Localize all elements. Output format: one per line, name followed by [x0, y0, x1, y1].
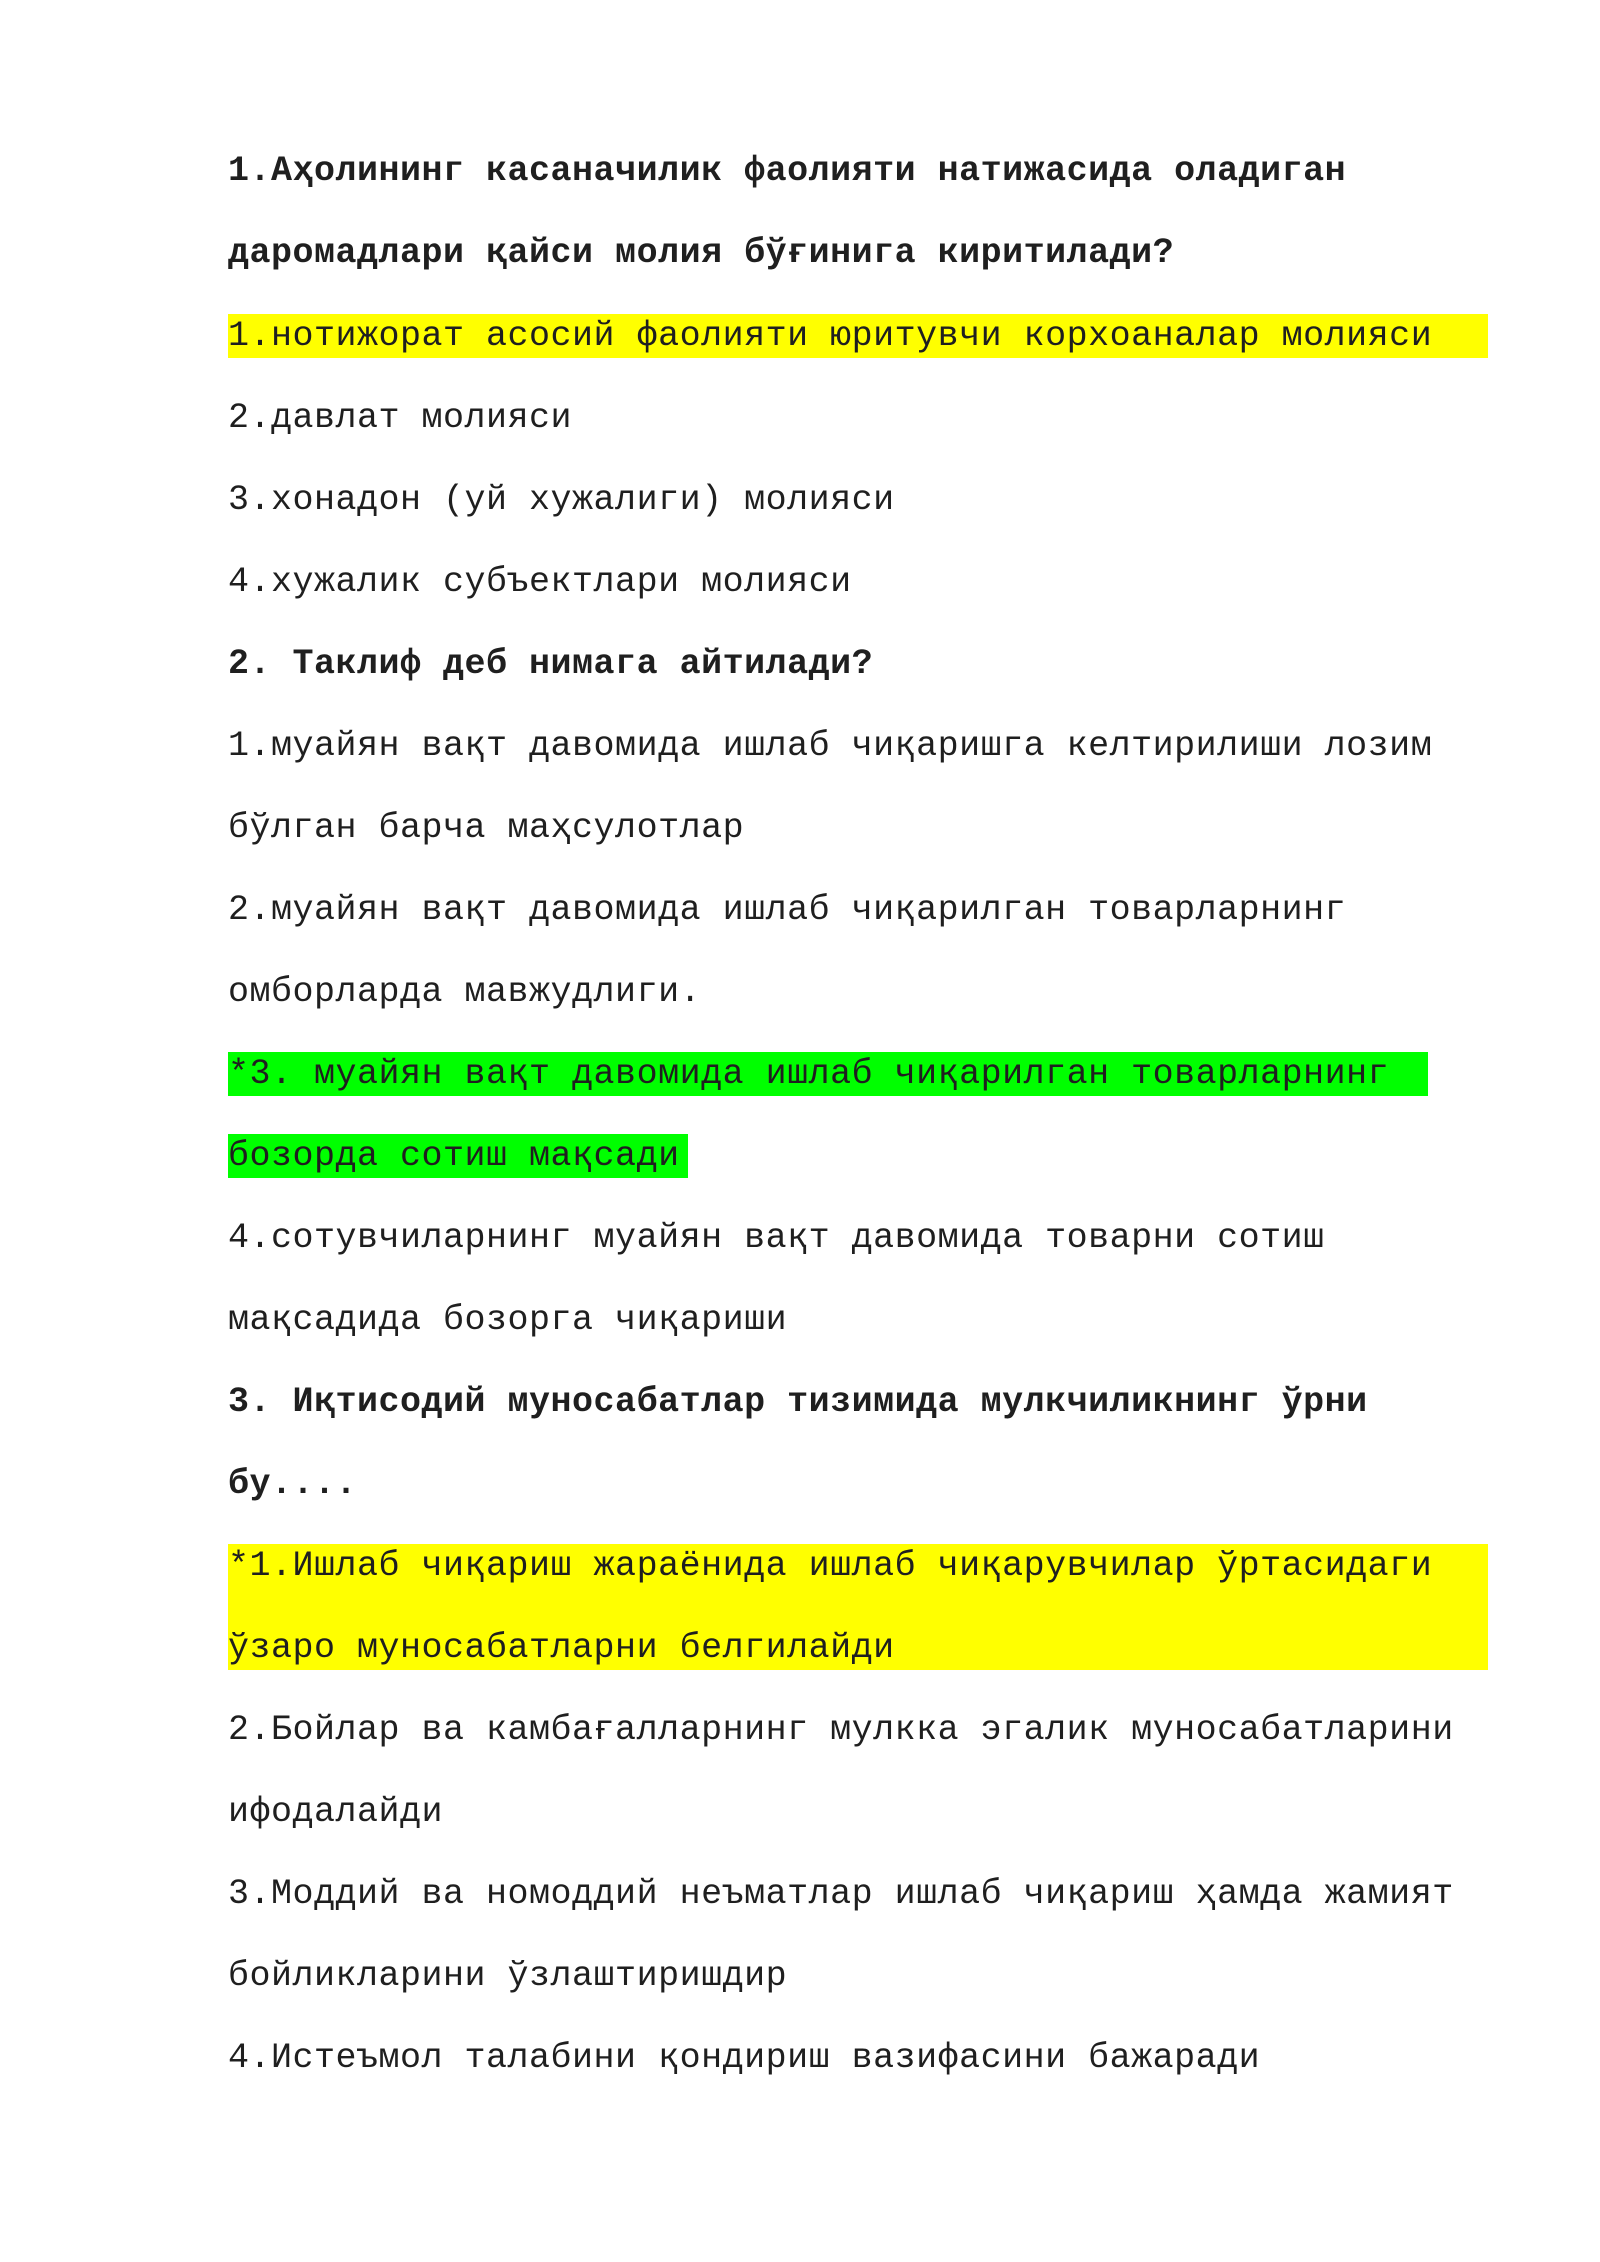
question-1-line-2: даромадлари қайси молия бўғинига киритилади?	[228, 233, 1175, 273]
question-1-option-4: 4.хужалик субъектлари молияси	[228, 562, 852, 602]
question-1-line-1: 1.Аҳолининг касаначилик фаолияти натижасида оладиган	[228, 151, 1347, 191]
question-3-option-1-line-2: ўзаро муносабатларни белгилайди	[228, 1628, 895, 1668]
question-1-option-1: 1.нотижорат асосий фаолияти юритувчи корхоаналар молияси	[228, 316, 1433, 356]
question-3-option-4: 4.Истеъмол талабини қондириш вазифасини бажаради	[228, 2038, 1261, 2078]
question-2-option-4-line-2: мақсадида бозорга чиқариши	[228, 1300, 788, 1340]
question-3-line-2: бу....	[228, 1464, 358, 1504]
question-2-option-4-line-1: 4.сотувчиларнинг муайян вақт давомида товарни сотиш	[228, 1218, 1325, 1258]
question-2-option-2-line-1: 2.муайян вақт давомида ишлаб чиқарилган товарларнинг	[228, 890, 1347, 930]
question-3-line-1: 3. Иқтисодий муносабатлар тизимида мулкчиликнинг ўрни	[228, 1382, 1368, 1422]
question-3-option-3-line-1: 3.Моддий ва номоддий неъматлар ишлаб чиқариш ҳамда жамият	[228, 1874, 1454, 1914]
question-2-option-1-line-2: бўлган барча маҳсулотлар	[228, 808, 745, 848]
question-3-option-2-line-1: 2.Бойлар ва камбағалларнинг мулкка эгалик муносабатларини	[228, 1710, 1454, 1750]
question-3-option-2-line-2: ифодалайди	[228, 1792, 444, 1832]
question-1-option-2: 2.давлат молияси	[228, 398, 573, 438]
question-2-option-3-line-1: *3. муайян вақт давомида ишлаб чиқарилган товарларнинг	[228, 1054, 1411, 1094]
question-2: 2. Таклиф деб нимага айтилади?	[228, 644, 874, 684]
question-2-option-2-line-2: омборларда мавжудлиги.	[228, 972, 702, 1012]
question-2-option-3-line-2: бозорда сотиш мақсади	[228, 1136, 680, 1176]
question-3-option-3-line-2: бойликларини ўзлаштиришдир	[228, 1956, 788, 1996]
question-1-option-3: 3.хонадон (уй хужалиги) молияси	[228, 480, 895, 520]
question-3-option-1-line-1: *1.Ишлаб чиқариш жараёнида ишлаб чиқарувчилар ўртасидаги	[228, 1546, 1433, 1586]
question-2-option-1-line-1: 1.муайян вақт давомида ишлаб чиқаришга келтирилиши лозим	[228, 726, 1433, 766]
